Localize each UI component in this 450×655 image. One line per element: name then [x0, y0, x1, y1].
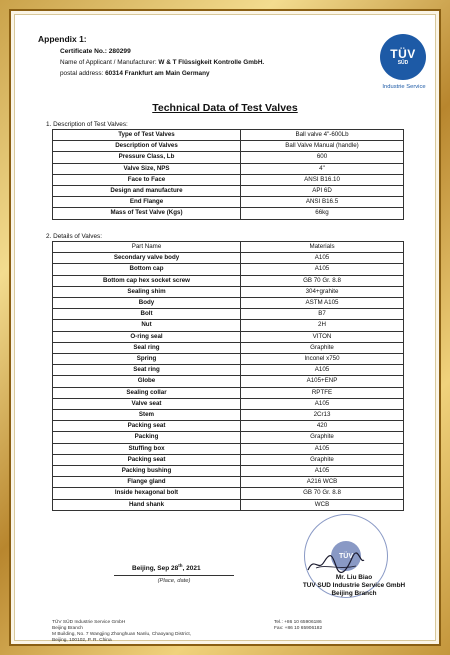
address-line: Beijing, 100102, P. R. China: [52, 638, 112, 643]
row-value: Inconel x750: [241, 354, 404, 365]
table-row: [53, 443, 404, 454]
row-key: Design and manufacture: [53, 186, 241, 197]
signature: [306, 550, 366, 576]
table-row: [53, 174, 404, 185]
date-prefix: Beijing, Sep 28: [132, 565, 179, 573]
table-row: [53, 331, 404, 342]
row-value: RPTFE: [241, 387, 404, 398]
row-value: VITON: [241, 331, 404, 342]
appendix-label: Appendix 1:: [38, 34, 87, 44]
place-date-label: (Place, date): [157, 578, 191, 584]
row-value: A105: [241, 398, 404, 409]
header-materials: Materials: [241, 242, 404, 253]
table-row: [53, 488, 404, 499]
row-key: Secondary valve body: [53, 253, 241, 264]
table-row: [53, 130, 404, 141]
details-table: [52, 241, 404, 511]
stamp-center: TÜV: [331, 541, 361, 571]
row-value: WCB: [241, 499, 404, 510]
row-key: Flange gland: [53, 477, 241, 488]
row-key: Sealing collar: [53, 387, 241, 398]
table-row: [53, 186, 404, 197]
row-key: Inside hexagonal bolt: [53, 488, 241, 499]
table-row: [53, 454, 404, 465]
row-value: A105: [241, 264, 404, 275]
contact-line: Tel.: +86 10 65906186: [274, 620, 322, 625]
row-value: B7: [241, 309, 404, 320]
signer-name: Mr. Liu Biao: [335, 574, 373, 581]
description-table: [52, 129, 404, 220]
row-value: API 6D: [241, 186, 404, 197]
row-key: End Flange: [53, 197, 241, 208]
page-title: Technical Data of Test Valves: [152, 102, 298, 114]
table-row: [53, 264, 404, 275]
logo-sub: SÜD: [397, 60, 409, 66]
postal-line: [60, 70, 210, 77]
row-key: Valve Size, NPS: [53, 163, 241, 174]
details-header-row: [53, 242, 404, 253]
table-row: [53, 499, 404, 510]
row-key: Seat ring: [53, 365, 241, 376]
table-row: [53, 275, 404, 286]
table-row: [53, 286, 404, 297]
logo-text: TÜV: [390, 47, 416, 61]
row-value: ANSI B16.10: [241, 174, 404, 185]
table-row: [53, 197, 404, 208]
table-row: [53, 376, 404, 387]
row-key: Valve seat: [53, 398, 241, 409]
footer-address: [52, 620, 191, 644]
row-value: Ball Valve Manual (handle): [241, 141, 404, 152]
row-key: Bottom cap: [53, 264, 241, 275]
applicant-value: W & T Flüssigkeit Kontrolle GmbH.: [158, 59, 265, 66]
section1-heading: 1. Description of Test Valves:: [46, 121, 128, 128]
row-value: 304+grahite: [241, 286, 404, 297]
table-row: [53, 152, 404, 163]
row-value: 2Cr13: [241, 410, 404, 421]
row-value: 4": [241, 163, 404, 174]
signer-org: TUV SUD Industrie Service GmbH: [302, 582, 406, 589]
row-key: Type of Test Valves: [53, 130, 241, 141]
row-value: Graphite: [241, 432, 404, 443]
row-value: GB 70 Gr. 8.8: [241, 488, 404, 499]
row-value: A105: [241, 365, 404, 376]
row-value: A216 WCB: [241, 477, 404, 488]
address-line: TÜV SÜD Industrie Service GmbH: [52, 620, 126, 625]
row-key: Pressure Class, Lb: [53, 152, 241, 163]
applicant-line: [60, 59, 264, 66]
postal-value: 60314 Frankfurt am Main Germany: [105, 70, 210, 77]
address-line: M Building, No. 7 Wangjing Zhonghuan Nanlu, Chaoyang District,: [52, 632, 192, 637]
row-value: Ball valve 4"-600Lb: [241, 130, 404, 141]
row-key: Nut: [53, 320, 241, 331]
applicant-label: Name of Applicant / Manufacturer:: [60, 59, 157, 66]
table-row: [53, 253, 404, 264]
table-row: [53, 387, 404, 398]
table-row: [53, 354, 404, 365]
row-key: Packing seat: [53, 421, 241, 432]
date-sup: th: [178, 563, 183, 568]
table-row: [53, 398, 404, 409]
row-value: ASTM A105: [241, 298, 404, 309]
table-row: [53, 365, 404, 376]
row-value: Graphite: [241, 454, 404, 465]
row-value: Graphite: [241, 342, 404, 353]
contact-line: Fax: +86 10 65906182: [274, 626, 323, 631]
footer-contact: [274, 620, 322, 632]
row-key: Hand shank: [53, 499, 241, 510]
date-underline: [114, 575, 234, 576]
table-row: [53, 320, 404, 331]
row-value: 420: [241, 421, 404, 432]
row-key: Packing bushing: [53, 466, 241, 477]
header-part-name: Part Name: [53, 242, 241, 253]
signer-block: [284, 574, 424, 598]
row-value: A105: [241, 466, 404, 477]
row-key: Stuffing box: [53, 443, 241, 454]
row-key: Sealing shim: [53, 286, 241, 297]
row-value: A105: [241, 253, 404, 264]
table-row: [53, 208, 404, 219]
section2-heading: 2. Details of Valves:: [46, 233, 103, 240]
row-key: Description of Valves: [53, 141, 241, 152]
issue-date: [132, 563, 201, 572]
row-key: Stem: [53, 410, 241, 421]
postal-label: postal address:: [60, 70, 104, 77]
table-row: [53, 141, 404, 152]
table-row: [53, 309, 404, 320]
table-row: [53, 410, 404, 421]
date-suffix: , 2021: [182, 565, 201, 573]
row-key: Packing: [53, 432, 241, 443]
row-value: 2H: [241, 320, 404, 331]
row-value: A105: [241, 443, 404, 454]
row-key: O-ring seal: [53, 331, 241, 342]
row-value: GB 70 Gr. 8.8: [241, 275, 404, 286]
table-row: [53, 432, 404, 443]
certificate-page: [14, 14, 436, 641]
row-key: Packing seat: [53, 454, 241, 465]
table-row: [53, 466, 404, 477]
row-value: A105+ENP: [241, 376, 404, 387]
table-row: [53, 298, 404, 309]
certificate-number: Certificate No.: 280299: [60, 48, 131, 55]
table-row: [53, 421, 404, 432]
row-value: 66kg: [241, 208, 404, 219]
row-key: Seal ring: [53, 342, 241, 353]
row-key: Spring: [53, 354, 241, 365]
row-key: Bottom cap hex socket screw: [53, 275, 241, 286]
row-value: ANSI B16.5: [241, 197, 404, 208]
row-key: Body: [53, 298, 241, 309]
row-key: Mass of Test Valve (Kgs): [53, 208, 241, 219]
row-key: Bolt: [53, 309, 241, 320]
table-row: [53, 163, 404, 174]
row-key: Face to Face: [53, 174, 241, 185]
address-line: Beijing Branch: [52, 626, 83, 631]
tuv-logo: [380, 34, 426, 80]
row-value: 600: [241, 152, 404, 163]
logo-caption: Industrie Service: [382, 84, 426, 90]
table-row: [53, 477, 404, 488]
table-row: [53, 342, 404, 353]
row-key: Globe: [53, 376, 241, 387]
signer-branch: Beijing Branch: [331, 590, 377, 597]
